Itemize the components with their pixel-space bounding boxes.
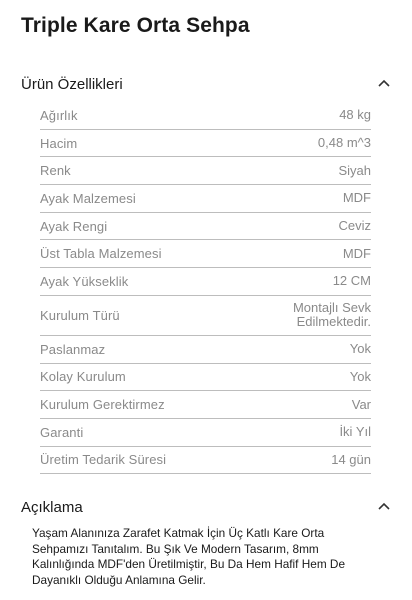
spec-value: Var [351,396,371,412]
spec-key: Kolay Kurulum [40,369,126,385]
spec-row [40,240,371,268]
spec-value: 14 gün [331,451,371,467]
spec-row [40,102,371,130]
spec-row [40,364,371,392]
spec-key: Ağırlık [40,107,78,123]
chevron-up-icon[interactable] [378,79,388,89]
spec-value: İki Yıl [339,424,371,440]
spec-key: Ayak Malzemesi [40,190,136,206]
spec-row [40,296,371,336]
spec-value: Siyah [338,162,371,178]
spec-value: Yok [349,368,371,384]
spec-row [40,391,371,419]
spec-row [40,336,371,364]
spec-key: Kurulum Türü [40,307,120,323]
spec-value: MDF [342,190,371,206]
spec-row [40,185,371,213]
spec-value: 0,48 m^3 [317,135,371,151]
spec-key: Ayak Yükseklik [40,273,129,289]
spec-value: Montajlı Sevk Edilmektedir. [292,300,371,330]
spec-value: 12 CM [332,273,371,289]
spec-row [40,447,371,475]
description-header-label: Açıklama [21,498,83,516]
spec-value: Ceviz [338,218,371,234]
chevron-up-icon[interactable] [378,502,388,512]
spec-value: Yok [349,341,371,357]
features-section-header[interactable] [21,72,388,96]
spec-row [40,419,371,447]
spec-key: Paslanmaz [40,341,106,357]
spec-key: Renk [40,163,71,179]
spec-value: MDF [342,245,371,261]
spec-key: Üretim Tedarik Süresi [40,452,167,468]
spec-key: Üst Tabla Malzemesi [40,246,162,262]
page-title: Triple Kare Orta Sehpa [21,14,250,37]
spec-key: Garanti [40,424,84,440]
spec-key: Kurulum Gerektirmez [40,397,165,413]
specs-table [40,102,371,474]
description-section-header[interactable] [21,495,388,519]
spec-key: Hacim [40,135,78,151]
spec-value: 48 kg [339,107,371,123]
description-text: Yaşam Alanınıza Zarafet Katmak İçin Üç Katlı Kare Orta Sehpamızı Tanıtalım. Bu Şık Ve Modern Tasarım, 8mm Kalınlığında MDF'den Üretilmiştir, Bu Da Hem Hafif Hem De Dayanıklı Olduğu Anlamına Gelir. [32,526,346,587]
spec-row [40,213,371,241]
spec-row [40,130,371,158]
spec-key: Ayak Rengi [40,218,108,234]
features-header-label: Ürün Özellikleri [21,75,123,93]
spec-row [40,157,371,185]
spec-row [40,268,371,296]
